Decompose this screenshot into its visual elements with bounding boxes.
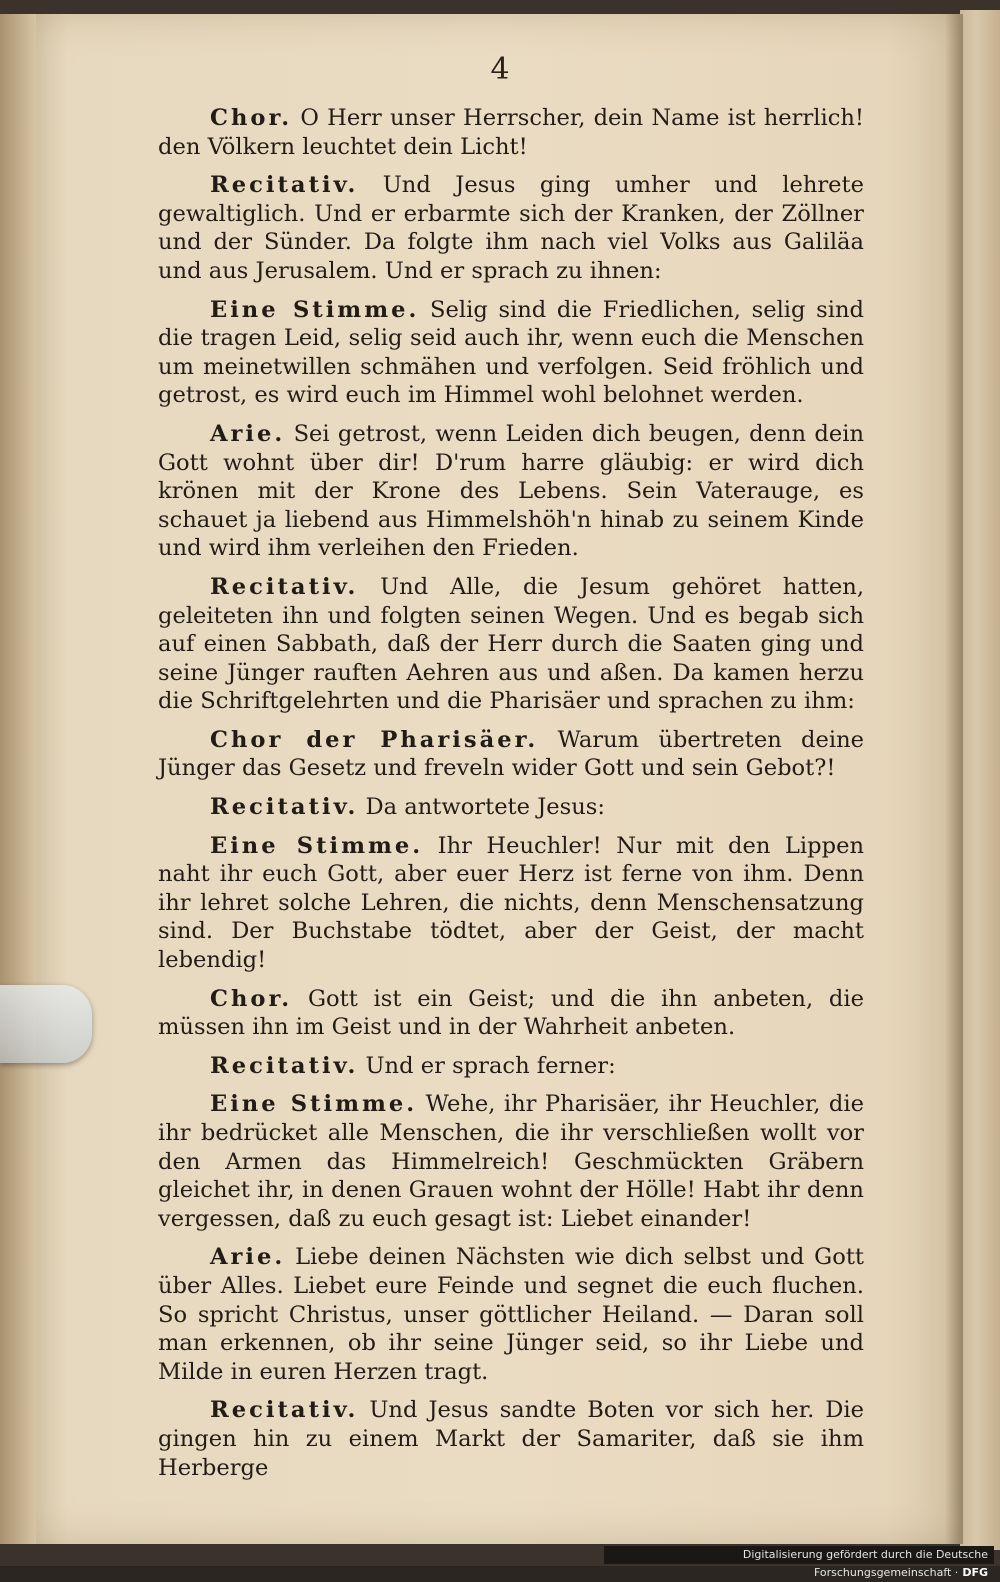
paragraph <box>158 985 864 1042</box>
footer-text: Digitalisierung gefördert durch die Deutsche Forschungsgemeinschaft <box>742 1548 988 1579</box>
paragraph <box>158 793 864 822</box>
speaker-label: Eine Stimme. <box>210 296 420 323</box>
speaker-label: Recitativ. <box>210 1052 359 1079</box>
paragraph <box>158 1090 864 1233</box>
paragraph-text: Wehe, ihr Pharisäer, ihr Heuchler, die ihr bedrücket alle Menschen, die ihr verschließen wollt vor den Armen das Himmelreich! Geschmückten Gräbern gleichet ihr, in denen Grauen wohnt der Hölle! Habt ihr denn vergessen, daß zu euch gesagt ist: Liebet einander! <box>158 1091 864 1232</box>
paragraph <box>158 171 864 285</box>
speaker-label: Recitativ. <box>210 1397 359 1424</box>
speaker-label: Chor. <box>210 985 293 1012</box>
paragraph-text: Selig sind die Friedlichen, selig sind die tragen Leid, selig seid auch ihr, wenn euch die Menschen um meinetwillen schmähen und verfolgen. Seid fröhlich und getrost, es wird euch im Himmel wohl belohnet werden. <box>158 296 864 409</box>
speaker-label: Chor der Pharisäer. <box>210 726 539 753</box>
paragraph-text: Da antwortete Jesus: <box>365 794 605 821</box>
speaker-label: Chor. <box>210 105 293 131</box>
speaker-label: Arie. <box>210 1244 286 1271</box>
speaker-label: Eine Stimme. <box>210 1091 418 1118</box>
paragraph <box>158 726 864 783</box>
speaker-label: Recitativ. <box>210 573 359 600</box>
paragraph <box>158 420 864 563</box>
speaker-label: Eine Stimme. <box>210 832 424 859</box>
paragraph <box>158 296 864 410</box>
paragraph <box>158 1243 864 1386</box>
gutter-shadow <box>945 14 963 1544</box>
next-page-edge <box>960 10 1000 1550</box>
speaker-label: Recitativ. <box>210 794 359 821</box>
paragraph <box>158 1396 864 1482</box>
paragraph-text: Ihr Heuchler! Nur mit den Lippen naht ihr euch Gott, aber euer Herz ist ferne von ihm. Denn ihr lehret solche Lehren, die nichts, denn Menschensatzung sind. Der Buchstabe tödtet, aber der Geist, der macht lebendig! <box>158 832 864 974</box>
paragraph-text: Sei getrost, wenn Leiden dich beugen, denn dein Gott wohnt über dir! D'rum harre gläubig: er wird dich krönen mit der Krone des Lebens. Sein Vaterauge, es schauet ja liebend aus Himmelshöh'n hinab zu seinem Kinde und wird ihm verleihen den Frieden. <box>158 420 865 562</box>
dfg-logo: DFG <box>962 1566 988 1579</box>
paragraph-text: Und Alle, die Jesum gehöret hatten, geleiteten ihn und folgten seinen Wegen. Und es begab sich auf einen Sabbath, daß der Herr durch die Saaten ging und seine Jünger rauften Aehren aus und aßen. Da kamen herzu die Schriftgelehrten und die Pharisäer und sprachen zu ihm: <box>158 573 864 715</box>
paragraph-text: O Herr unser Herrscher, dein Name ist herrlich! den Völkern leuchtet dein Licht! <box>158 105 864 160</box>
paragraph-text: Und Jesus sandte Boten vor sich her. Die gingen hin zu einem Markt der Samariter, daß sie ihm Herberge <box>158 1397 865 1481</box>
paragraph-text: Und er sprach ferner: <box>365 1052 616 1079</box>
paragraph <box>158 104 864 161</box>
page-left-edge <box>0 14 36 1544</box>
paragraph <box>158 832 864 975</box>
paragraph <box>158 1052 864 1081</box>
paragraph-text: Und Jesus ging umher und lehrete gewaltiglich. Und er erbarmte sich der Kranken, der Zöllner und der Sünder. Da folgte ihm nach viel Volks aus Galiläa und aus Jerusalem. Und er sprach zu ihnen: <box>158 172 864 284</box>
paragraph <box>158 573 864 716</box>
page-clip <box>0 985 92 1063</box>
digitization-footer: Digitalisierung gefördert durch die Deutsche Forschungsgemeinschaft · DFG <box>604 1546 994 1564</box>
paragraph-text: Gott ist ein Geist; und die ihn anbeten, die müssen ihn im Geist und in der Wahrheit anbeten. <box>158 985 864 1041</box>
paragraph-text: Warum übertreten deine Jünger das Gesetz und freveln wider Gott und sein Gebot?! <box>158 726 865 782</box>
speaker-label: Recitativ. <box>210 172 359 199</box>
paragraph-text: Liebe deinen Nächsten wie dich selbst und Gott über Alles. Liebet eure Feinde und segnet die euch fluchen. So spricht Christus, unser göttlicher Heiland. — Daran soll man erkennen, ob ihr seine Jünger seid, so ihr Liebe und Milde in euren Herzen tragt. <box>158 1244 864 1385</box>
speaker-label: Arie. <box>210 420 286 447</box>
page-text <box>158 104 864 1492</box>
page-number: 4 <box>490 52 510 87</box>
